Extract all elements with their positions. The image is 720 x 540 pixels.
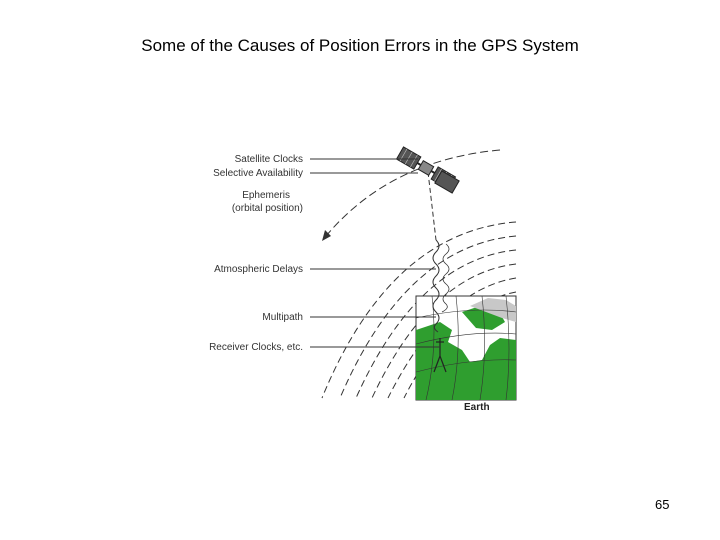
label-multipath: Multipath <box>262 312 303 323</box>
satellite-icon <box>397 147 460 193</box>
page-number: 65 <box>655 497 670 512</box>
label-selective-availability: Selective Availability <box>213 168 303 179</box>
label-orbital-position: (orbital position) <box>231 203 303 214</box>
label-receiver-clocks: Receiver Clocks, etc. <box>209 342 303 353</box>
label-atmospheric-delays: Atmospheric Delays <box>214 264 303 275</box>
label-earth: Earth <box>464 402 490 413</box>
label-ephemeris: Ephemeris <box>242 190 290 201</box>
label-satellite-clocks: Satellite Clocks <box>234 154 303 165</box>
slide-title: Some of the Causes of Position Errors in the GPS System <box>141 36 579 55</box>
earth-globe <box>416 296 516 400</box>
